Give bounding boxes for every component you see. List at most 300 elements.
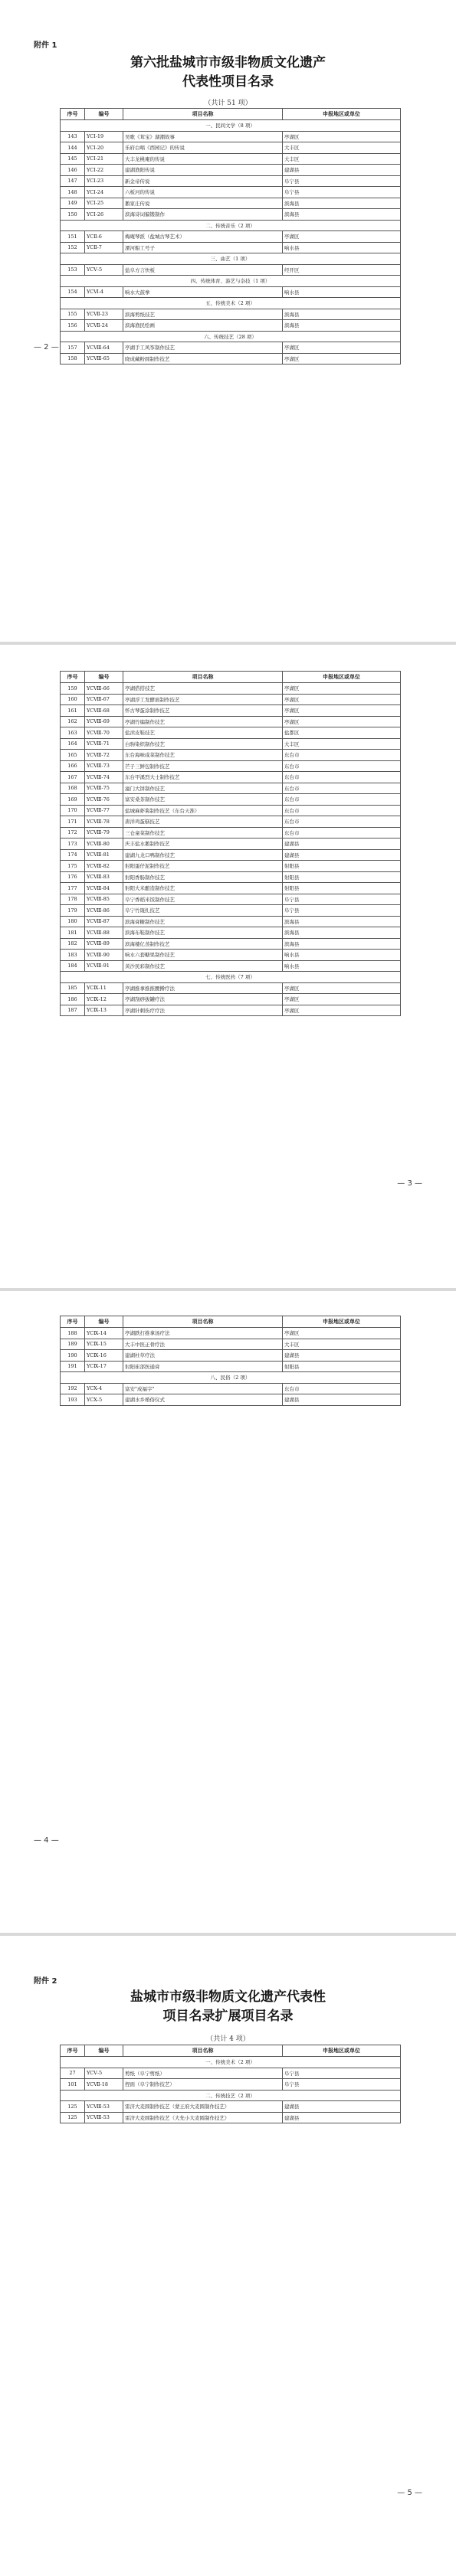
page-divider	[0, 1933, 456, 1936]
serial-cell: 152	[61, 242, 85, 253]
unit-cell: 建湖县	[283, 2101, 401, 2113]
project-name-cell: 盐城麻虾酱制作技艺（东台天淮）	[123, 805, 283, 816]
serial-cell: 168	[61, 783, 85, 794]
serial-cell: 176	[61, 871, 85, 883]
table-row	[61, 705, 401, 717]
project-name-cell: 滨海诗词偏锻制作	[123, 209, 283, 221]
serial-cell: 147	[61, 175, 85, 187]
code-cell: YCⅧ-74	[85, 772, 123, 783]
serial-cell: 182	[61, 938, 85, 950]
unit-cell: 建湖县	[283, 1394, 401, 1406]
unit-cell: 阜宁县	[283, 2079, 401, 2091]
project-name-cell: 响水大鼓拳	[123, 286, 283, 298]
unit-cell: 亭湖区	[283, 982, 401, 994]
project-name-cell: 剪纸（阜宁剪纸）	[123, 2068, 283, 2079]
table-row	[61, 353, 401, 364]
table-row	[61, 242, 401, 253]
serial-cell: 162	[61, 716, 85, 727]
code-cell: YCⅧ-80	[85, 839, 123, 850]
unit-cell: 响水县	[283, 242, 401, 253]
table-row	[61, 1361, 401, 1372]
code-cell: YCⅨ-11	[85, 982, 123, 994]
unit-cell: 阜宁县	[283, 175, 401, 187]
project-name-cell: 亭湖手工风筝制作技艺	[123, 342, 283, 354]
category-label: 一、传统美术（2 项）	[61, 2057, 401, 2068]
table-row	[61, 131, 401, 142]
project-name-cell: 鹅家庄传说	[123, 198, 283, 209]
serial-cell: 157	[61, 342, 85, 354]
category-label: 八、民俗（2 项）	[61, 1372, 401, 1384]
serial-cell: 149	[61, 198, 85, 209]
table-row	[61, 2068, 401, 2079]
project-name-cell: 芒子三鲜包制作技艺	[123, 760, 283, 772]
project-name-cell: 庆丰盐水鹅制作技艺	[123, 839, 283, 850]
category-label: 二、传统音乐（2 项）	[61, 220, 401, 231]
table-row	[61, 839, 401, 850]
unit-cell: 东台市	[283, 783, 401, 794]
table-row	[61, 916, 401, 927]
code-cell: YCⅨ-13	[85, 1005, 123, 1016]
unit-cell: 大丰区	[283, 142, 401, 154]
project-name-cell: 亭湖搭搭技艺	[123, 683, 283, 695]
code-cell: YCⅠ-20	[85, 142, 123, 154]
unit-cell: 亭湖区	[283, 1005, 401, 1016]
unit-cell: 亭湖区	[283, 353, 401, 364]
project-name-cell: 响水六套糖果制作技艺	[123, 950, 283, 961]
table-row	[61, 805, 401, 816]
project-name-cell: 三仓童菜制作技艺	[123, 827, 283, 839]
code-cell: YCⅧ-90	[85, 950, 123, 961]
unit-cell: 建湖县	[283, 849, 401, 861]
unit-cell: 东台市	[283, 794, 401, 806]
serial-cell: 101	[61, 2079, 85, 2091]
header-serial: 序号	[61, 672, 85, 683]
code-cell: YCⅨ-17	[85, 1361, 123, 1372]
unit-cell: 东台市	[283, 772, 401, 783]
project-name-cell: 射阳香肠制作技艺	[123, 871, 283, 883]
table-row	[61, 982, 401, 994]
table-row	[61, 1339, 401, 1350]
table-row	[61, 309, 401, 320]
serial-cell: 144	[61, 142, 85, 154]
unit-cell: 射阳县	[283, 861, 401, 872]
serial-cell: 174	[61, 849, 85, 861]
serial-cell: 171	[61, 816, 85, 828]
header-code: 编号	[85, 2045, 123, 2057]
category-row	[61, 276, 401, 287]
unit-cell: 响水县	[283, 950, 401, 961]
project-name-cell: 亭湖浮工发酵面制作技艺	[123, 694, 283, 705]
table-header-row	[61, 2045, 401, 2057]
table-row	[61, 342, 401, 354]
project-name-cell: 建湖水乡婚俗仪式	[123, 1394, 283, 1406]
unit-cell: 亭湖区	[283, 705, 401, 717]
project-name-cell: 六板河的传说	[123, 187, 283, 198]
serial-cell: 143	[61, 131, 85, 142]
table-row	[61, 175, 401, 187]
unit-cell: 建湖县	[283, 1350, 401, 1362]
project-name-cell: 阜宁竹篾扎技艺	[123, 905, 283, 917]
code-cell: YCⅧ-81	[85, 849, 123, 861]
code-cell: YCⅧ-79	[85, 827, 123, 839]
code-cell: YCⅧ-86	[85, 905, 123, 917]
project-name-cell: 乐府白唱《西园记》的传说	[123, 142, 283, 154]
unit-cell: 东台市	[283, 1383, 401, 1394]
category-row	[61, 1372, 401, 1384]
code-cell: YCⅩ-5	[85, 1394, 123, 1406]
code-cell: YCⅧ-83	[85, 871, 123, 883]
code-cell: YCⅠ-24	[85, 187, 123, 198]
unit-cell: 经开区	[283, 264, 401, 276]
page-number: — 4 —	[34, 1836, 59, 1845]
project-name-cell: 溧河船工号子	[123, 242, 283, 253]
code-cell: YCⅧ-89	[85, 938, 123, 950]
project-name-cell: 东台甲溪烈大士制作技艺	[123, 772, 283, 783]
serial-cell: 146	[61, 165, 85, 176]
serial-cell: 188	[61, 1328, 85, 1339]
serial-cell: 178	[61, 894, 85, 905]
code-cell: YCⅨ-15	[85, 1339, 123, 1350]
header-project-name: 项目名称	[123, 2045, 283, 2057]
project-name-cell: 黄沙民彩制作技艺	[123, 960, 283, 972]
category-row	[61, 331, 401, 342]
serial-cell: 161	[61, 705, 85, 717]
code-cell: YCⅧ-75	[85, 783, 123, 794]
header-unit: 申报地区或单位	[283, 672, 401, 683]
serial-cell: 175	[61, 861, 85, 872]
table-row	[61, 153, 401, 165]
serial-cell: 153	[61, 264, 85, 276]
table-row	[61, 727, 401, 739]
project-name-cell: 射阳蛋仔泥制作技艺	[123, 861, 283, 872]
unit-cell: 东台市	[283, 805, 401, 816]
project-name-cell: 亭湖跌打推拿汤疗法	[123, 1328, 283, 1339]
code-cell: YCⅧ-85	[85, 894, 123, 905]
page-number: — 5 —	[397, 2489, 422, 2497]
code-cell: YCⅧ-72	[85, 750, 123, 761]
item-count: （共计 4 项）	[206, 2035, 250, 2043]
category-row	[61, 120, 401, 132]
project-name-cell: 新金帝传说	[123, 175, 283, 187]
unit-cell: 建湖县	[283, 2112, 401, 2123]
code-cell: YCⅡ-7	[85, 242, 123, 253]
code-cell: YCⅤ-5	[85, 2068, 123, 2079]
project-name-cell: 大丰中医正骨疗法	[123, 1339, 283, 1350]
code-cell: YCⅠ-21	[85, 153, 123, 165]
code-cell: YCⅧ-76	[85, 794, 123, 806]
serial-cell: 125	[61, 2112, 85, 2123]
page-divider	[0, 642, 456, 645]
header-code: 编号	[85, 109, 123, 120]
project-name-cell: 盐阜方言快板	[123, 264, 283, 276]
unit-cell: 亭湖区	[283, 716, 401, 727]
serial-cell: 148	[61, 187, 85, 198]
unit-cell: 滨海县	[283, 938, 401, 950]
project-name-cell: 滨海膏糖制作技艺	[123, 916, 283, 927]
header-serial: 序号	[61, 2045, 85, 2057]
serial-cell: 167	[61, 772, 85, 783]
serial-cell: 160	[61, 694, 85, 705]
table-row	[61, 694, 401, 705]
project-name-cell: 射阳大米酿造制作技艺	[123, 883, 283, 894]
unit-cell: 滨海县	[283, 916, 401, 927]
serial-cell: 159	[61, 683, 85, 695]
table-row	[61, 2112, 401, 2123]
code-cell: YCⅧ-73	[85, 760, 123, 772]
code-cell: YCⅧ-67	[85, 694, 123, 705]
unit-cell: 阜宁县	[283, 894, 401, 905]
code-cell: YCⅧ-82	[85, 861, 123, 872]
project-name-cell: 阜宁香稻米饭制作技艺	[123, 894, 283, 905]
serial-cell: 154	[61, 286, 85, 298]
table-row	[61, 264, 401, 276]
project-name-cell: 怀古琴蛋涂制作技艺	[123, 705, 283, 717]
table-row	[61, 783, 401, 794]
code-cell: YCⅧ-53	[85, 2112, 123, 2123]
serial-cell: 173	[61, 839, 85, 850]
header-project-name: 项目名称	[123, 1316, 283, 1328]
code-cell: YCⅧ-70	[85, 727, 123, 739]
code-cell: YCⅥ-4	[85, 286, 123, 298]
header-project-name: 项目名称	[123, 109, 283, 120]
table-row	[61, 738, 401, 750]
project-name-cell: 亭湖针刺伤疗疗法	[123, 1005, 283, 1016]
serial-cell: 163	[61, 727, 85, 739]
project-name-cell: 梅庵琴派（盐城古琴艺术）	[123, 231, 283, 243]
table-row	[61, 209, 401, 221]
table-row	[61, 1328, 401, 1339]
serial-cell: 170	[61, 805, 85, 816]
header-serial: 序号	[61, 1316, 85, 1328]
serial-cell: 172	[61, 827, 85, 839]
extension-table	[60, 2045, 401, 2123]
code-cell: YCⅦ-18	[85, 2079, 123, 2091]
category-row	[61, 2057, 401, 2068]
table-row	[61, 1394, 401, 1406]
unit-cell: 响水县	[283, 960, 401, 972]
table-row	[61, 286, 401, 298]
project-name-cell: 吴歌《茸宝》湖潮故事	[123, 131, 283, 142]
category-row	[61, 253, 401, 265]
project-name-cell: 潼门大饼制作技艺	[123, 783, 283, 794]
table-row	[61, 142, 401, 154]
project-name-cell: 建湖杜草疗法	[123, 1350, 283, 1362]
table-header-row	[61, 1316, 401, 1328]
project-name-cell: 滨海楼亿蒸制作技艺	[123, 938, 283, 950]
project-name-cell: 滨海剪纸技艺	[123, 309, 283, 320]
unit-cell: 盐都区	[283, 727, 401, 739]
table-row	[61, 198, 401, 209]
table-row	[61, 1350, 401, 1362]
page-number: — 2 —	[34, 343, 59, 351]
unit-cell: 响水县	[283, 286, 401, 298]
code-cell: YCⅧ-64	[85, 342, 123, 354]
table-row	[61, 938, 401, 950]
code-cell: YCⅠ-19	[85, 131, 123, 142]
project-name-cell: 富安桑茶制作技艺	[123, 794, 283, 806]
heritage-table-page2	[60, 108, 401, 364]
table-row	[61, 187, 401, 198]
unit-cell: 滨海县	[283, 927, 401, 939]
serial-cell: 192	[61, 1383, 85, 1394]
document-title-line1: 盐城市市级非物质文化遗产代表性	[130, 1989, 326, 2005]
unit-cell: 大丰区	[283, 738, 401, 750]
serial-cell: 189	[61, 1339, 85, 1350]
project-name-cell: 滨海布鞋制作技艺	[123, 927, 283, 939]
unit-cell: 大丰区	[283, 1339, 401, 1350]
code-cell: YCⅠ-23	[85, 175, 123, 187]
table-row	[61, 861, 401, 872]
table-row	[61, 894, 401, 905]
unit-cell: 阜宁县	[283, 2068, 401, 2079]
serial-cell: 166	[61, 760, 85, 772]
code-cell: YCⅧ-84	[85, 883, 123, 894]
table-row	[61, 849, 401, 861]
unit-cell: 亭湖区	[283, 131, 401, 142]
item-count: （共计 51 项）	[204, 100, 252, 107]
category-label: 一、民间文学（8 项）	[61, 120, 401, 132]
header-unit: 申报地区或单位	[283, 2045, 401, 2057]
serial-cell: 190	[61, 1350, 85, 1362]
unit-cell: 阜宁县	[283, 905, 401, 917]
code-cell: YCⅨ-14	[85, 1328, 123, 1339]
table-row	[61, 960, 401, 972]
table-header-row	[61, 109, 401, 120]
code-cell: YCⅠ-26	[85, 209, 123, 221]
category-label: 六、传统技艺（28 项）	[61, 331, 401, 342]
serial-cell: 158	[61, 353, 85, 364]
table-row	[61, 994, 401, 1005]
unit-cell: 亭湖区	[283, 231, 401, 243]
table-row	[61, 1005, 401, 1016]
serial-cell: 191	[61, 1361, 85, 1372]
code-cell: YCⅧ-77	[85, 805, 123, 816]
header-unit: 申报地区或单位	[283, 1316, 401, 1328]
code-cell: YCⅧ-71	[85, 738, 123, 750]
project-name-cell: 东台海味咸菜制作技艺	[123, 750, 283, 761]
unit-cell: 东台市	[283, 760, 401, 772]
table-row	[61, 2079, 401, 2091]
category-label: 四、传统体育、游艺与杂技（1 项）	[61, 276, 401, 287]
project-name-cell: 滨海渔民绘画	[123, 320, 283, 332]
table-row	[61, 716, 401, 727]
code-cell: YCⅠ-25	[85, 198, 123, 209]
code-cell: YCⅧ-66	[85, 683, 123, 695]
code-cell: YCⅠ-22	[85, 165, 123, 176]
serial-cell: 179	[61, 905, 85, 917]
serial-cell: 187	[61, 1005, 85, 1016]
category-label: 二、传统技艺（2 项）	[61, 2090, 401, 2101]
unit-cell: 射阳县	[283, 871, 401, 883]
project-name-cell: 晓成藏粉圆制作技艺	[123, 353, 283, 364]
serial-cell: 151	[61, 231, 85, 243]
attachment-label: 附件 2	[34, 1977, 57, 1986]
table-row	[61, 750, 401, 761]
project-name-cell: 大丰龙桃庵的传说	[123, 153, 283, 165]
serial-cell: 27	[61, 2068, 85, 2079]
serial-cell: 145	[61, 153, 85, 165]
unit-cell: 建湖县	[283, 839, 401, 850]
serial-cell: 155	[61, 309, 85, 320]
unit-cell: 滨海县	[283, 309, 401, 320]
serial-cell: 186	[61, 994, 85, 1005]
unit-cell: 亭湖区	[283, 342, 401, 354]
category-row	[61, 2090, 401, 2101]
project-name-cell: 捏面（阜宁制作技艺）	[123, 2079, 283, 2091]
code-cell: YCⅧ-68	[85, 705, 123, 717]
code-cell: YCⅧ-91	[85, 960, 123, 972]
project-name-cell: 雷济大麦圆制作技艺（蒙王府大麦圆制作技艺）	[123, 2101, 283, 2113]
serial-cell: 177	[61, 883, 85, 894]
table-row	[61, 683, 401, 695]
table-row	[61, 883, 401, 894]
table-row	[61, 1383, 401, 1394]
code-cell: YCⅧ-69	[85, 716, 123, 727]
code-cell: YCⅨ-16	[85, 1350, 123, 1362]
document-title-line2: 代表性项目名录	[182, 74, 274, 90]
serial-cell: 169	[61, 794, 85, 806]
project-name-cell: 建湖渔阳传说	[123, 165, 283, 176]
document-title-line2: 项目名录扩展项目名录	[162, 2009, 294, 2024]
table-header-row	[61, 672, 401, 683]
serial-cell: 193	[61, 1394, 85, 1406]
category-label: 七、传统医药（7 项）	[61, 972, 401, 983]
page-divider	[0, 1288, 456, 1291]
unit-cell: 滨海县	[283, 198, 401, 209]
category-row	[61, 972, 401, 983]
heritage-table-page4	[60, 1316, 401, 1406]
table-row	[61, 816, 401, 828]
table-row	[61, 871, 401, 883]
project-name-cell: 亭湖推拿推推腰擀疗法	[123, 982, 283, 994]
unit-cell: 射阳县	[283, 1361, 401, 1372]
table-row	[61, 950, 401, 961]
table-row	[61, 905, 401, 917]
category-row	[61, 298, 401, 309]
code-cell: YCⅧ-88	[85, 927, 123, 939]
unit-cell: 东台市	[283, 827, 401, 839]
serial-cell: 185	[61, 982, 85, 994]
serial-cell: 183	[61, 950, 85, 961]
serial-cell: 165	[61, 750, 85, 761]
unit-cell: 东台市	[283, 816, 401, 828]
project-name-cell: 亭湖刮痧拔罐疗法	[123, 994, 283, 1005]
serial-cell: 164	[61, 738, 85, 750]
table-row	[61, 165, 401, 176]
category-row	[61, 220, 401, 231]
category-label: 三、曲艺（1 项）	[61, 253, 401, 265]
code-cell: YCⅧ-65	[85, 353, 123, 364]
project-name-cell: 富安"成福字"	[123, 1383, 283, 1394]
table-row	[61, 794, 401, 806]
table-row	[61, 827, 401, 839]
serial-cell: 150	[61, 209, 85, 221]
unit-cell: 阜宁县	[283, 187, 401, 198]
code-cell: YCⅦ-24	[85, 320, 123, 332]
unit-cell: 亭湖区	[283, 694, 401, 705]
unit-cell: 亭湖区	[283, 1328, 401, 1339]
unit-cell: 滨海县	[283, 320, 401, 332]
table-row	[61, 772, 401, 783]
code-cell: YCⅡ-6	[85, 231, 123, 243]
table-row	[61, 320, 401, 332]
header-serial: 序号	[61, 109, 85, 120]
table-row	[61, 760, 401, 772]
heritage-table-page3	[60, 671, 401, 1016]
code-cell: YCⅧ-87	[85, 916, 123, 927]
unit-cell: 亭湖区	[283, 683, 401, 695]
project-name-cell: 建湖九龙口鸭制作技艺	[123, 849, 283, 861]
